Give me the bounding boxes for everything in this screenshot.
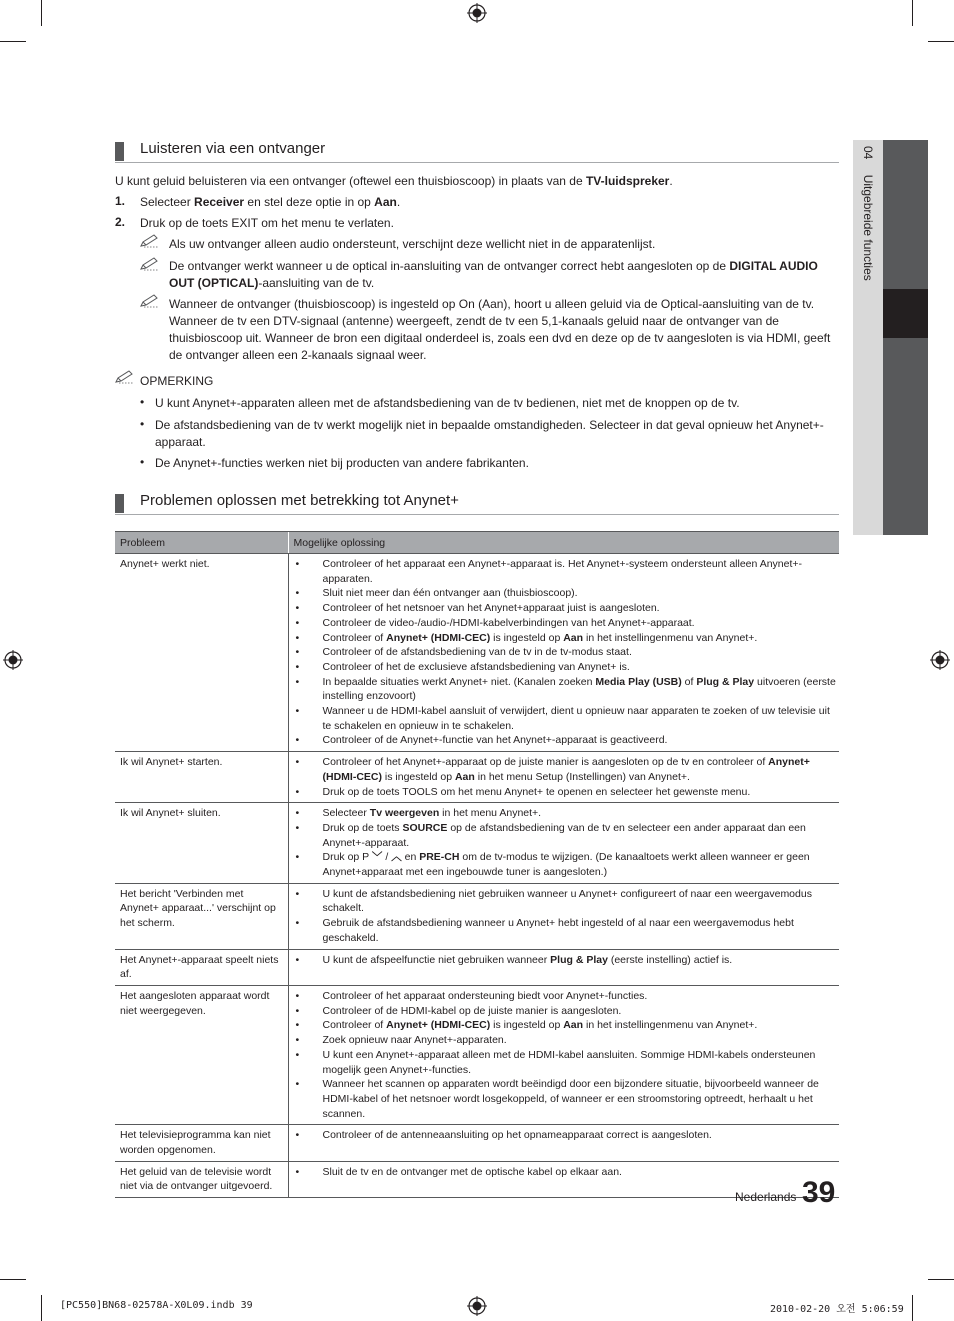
registration-mark-icon [930,650,950,670]
bold-term: SOURCE [402,821,448,834]
solution-item: • Controleer de video-/audio-/HDMI-kabelverbindingen van het Anynet+-apparaat. [318,616,840,631]
bold-term: ﹀ [371,851,383,864]
pencil-note-icon [115,370,135,384]
solution-item: • U kunt de afspeelfunctie niet gebruiken wanneer Plug & Play (eerste instelling) actief is. [318,953,840,968]
solution-item: • Controleer of het de exclusieve afstandsbediening van Anynet+ is. [318,660,840,675]
solution-list [294,755,840,799]
registration-mark-icon [467,3,487,23]
chapter-title: Uitgebreide functies [861,174,875,281]
solution-item: • Gebruik de afstandsbediening wanneer u Anynet+ hebt ingesteld of al naar een weergavemodus hebt geschakeld. [318,916,840,945]
bold-term: Aan [454,770,475,783]
bold-term: Aan [563,1019,584,1032]
section-heading-receiver [115,140,839,163]
note-heading: OPMERKING [140,374,214,388]
bold-term: ︿ [391,851,402,864]
intro-paragraph: U kunt geluid beluisteren via een ontvanger (oftewel een thuisbioscoop) in plaats van de TV-luidspreker. [115,174,673,188]
bold-term: Receiver [194,195,245,209]
page-number: 39 [802,1176,836,1209]
table-row [115,883,839,949]
section-bar [115,494,124,513]
step-number: 1. [115,194,126,208]
pencil-note-icon [140,294,160,308]
crop-mark-bottom-left-h [0,1279,26,1280]
table-row [115,554,839,752]
solution-cell [288,752,839,803]
step-number: 2. [115,215,126,229]
section-heading-troubleshooting [115,492,839,515]
solution-cell [288,1125,839,1161]
note-bullet-text: De Anynet+-functies werken niet bij producten van andere fabrikanten. [155,456,529,470]
solution-list [294,953,840,968]
step-text: Druk op de toets EXIT om het menu te verlaten. [140,216,394,230]
crop-mark-top-left-v [41,0,42,26]
solution-item: • Controleer of het Anynet+-apparaat op de juiste manier is aangesloten op de tv en controleer of Anynet+ (HDMI-CEC) is ingesteld op Aan in het menu Setup (Instellingen) van Anynet+. [318,755,840,784]
solution-item: • Controleer of Anynet+ (HDMI-CEC) is ingesteld op Aan in het instellingenmenu van Anynet+. [318,1018,840,1033]
note-text: De ontvanger werkt wanneer u de optical in-aansluiting van de ontvanger correct hebt aangesloten op de DIGITAL AUDIO OUT (OPTICAL)-aansluiting van de tv. [169,259,818,290]
solution-item: • Zoek opnieuw naar Anynet+-apparaten. [318,1033,840,1048]
problem-cell: Het aangesloten apparaat wordt niet weergegeven. [115,985,288,1124]
crop-mark-top-left-h [0,41,26,42]
solution-list [294,1128,840,1143]
problem-cell: Ik wil Anynet+ sluiten. [115,803,288,884]
slug-file-info: [PC550]BN68-02578A-X0L09.indb 39 [60,1300,253,1311]
table-header-row [115,532,839,554]
solution-list [294,989,840,1121]
solution-item: • Controleer of het netsnoer van het Anynet+apparaat juist is aangesloten. [318,601,840,616]
solution-item: • U kunt de afstandsbediening niet gebruiken wanneer u Anynet+ configureert of naar een weergavemodus schakelt. [318,887,840,916]
bold-term: Anynet+ (HDMI-CEC) [322,756,810,783]
problem-cell: Anynet+ werkt niet. [115,554,288,752]
section-bar [115,142,124,161]
chapter-number: 04 [861,146,875,160]
solution-item: • Controleer of het apparaat een Anynet+-apparaat is. Het Anynet+-systeem ondersteunt alleen Anynet+-apparaten. [318,557,840,586]
troubleshooting-table [115,531,839,1198]
note-bullet-text: De afstandsbediening van de tv werkt mogelijk niet in bepaalde omstandigheden. Selecteer in dat geval opnieuw het Anynet+-apparaat. [155,418,824,449]
problem-cell: Ik wil Anynet+ starten. [115,752,288,803]
crop-mark-top-right-h [928,41,954,42]
solution-item: • Druk op de toets SOURCE op de afstandsbediening van de tv en selecteer een ander apparaat dan een Anynet+-apparaat. [318,821,840,850]
solution-item: • Sluit niet meer dan één ontvanger aan (thuisbioscoop). [318,586,840,601]
side-tab-active-marker [883,289,928,338]
solution-cell [288,883,839,949]
solution-item: • Sluit de tv en de ontvanger met de optische kabel op elkaar aan. [318,1165,840,1180]
crop-mark-bottom-left-v [41,1295,42,1321]
bold-term: Aan [374,195,397,209]
solution-item: • Druk op de toets TOOLS om het menu Anynet+ te openen en selecteer het gewenste menu. [318,785,840,800]
column-header-problem: Probleem [115,532,288,554]
table-row [115,985,839,1124]
step-text: Selecteer Receiver en stel deze optie in op Aan. [140,195,401,209]
solution-list [294,1165,840,1180]
pencil-note-icon [140,234,160,248]
solution-item: • Wanneer het scannen op apparaten wordt beëindigd door een bijzondere situatie, bijvoorbeeld wanneer de HDMI-kabel of het netsnoer wordt losgekoppeld, of wanneer er een stroomstoring optreedt, herhaalt u het scannen. [318,1077,840,1121]
crop-mark-bottom-right-v [912,1295,913,1321]
table-row [115,752,839,803]
solution-cell [288,949,839,985]
column-header-solution: Mogelijke oplossing [288,532,839,554]
section-title: Luisteren via een ontvanger [140,140,326,157]
bold-term: Plug & Play [696,675,755,688]
solution-cell [288,985,839,1124]
solution-item: • Controleer of de HDMI-kabel op de juiste manier is aangesloten. [318,1004,840,1019]
solution-item: • Controleer of de antenneaansluiting op het opnameapparaat correct is aangesloten. [318,1128,840,1143]
solution-cell [288,803,839,884]
solution-item: • Wanneer u de HDMI-kabel aansluit of verwijdert, dient u opnieuw naar apparaten te zoeken of uw televisie uit te schakelen en opnieuw in te schakelen. [318,704,840,733]
bold-term: Plug & Play [550,953,608,966]
solution-item: • Druk op P ﹀ / ︿ en PRE-CH om de tv-modus te wijzigen. (De kanaaltoets werkt alleen wanneer er geen Anynet+apparaat met een ingebouwde tuner is aangesloten.) [318,850,840,879]
solution-item: • Controleer of het apparaat ondersteuning biedt voor Anynet+-functies. [318,989,840,1004]
solution-list [294,806,840,880]
registration-mark-icon [467,1296,487,1316]
note-text: Als uw ontvanger alleen audio ondersteunt, verschijnt deze wellicht niet in de apparatenlijst. [169,237,656,251]
solution-cell [288,554,839,752]
table-row [115,803,839,884]
solution-item: • U kunt een Anynet+-apparaat alleen met de HDMI-kabel aansluiten. Sommige HDMI-kabels ondersteunen mogelijk geen Anynet+-functies. [318,1048,840,1077]
table-row [115,1161,839,1197]
registration-mark-icon [3,650,23,670]
bullet-dot: • [140,417,145,431]
table-row [115,1125,839,1161]
bold-term: Anynet+ (HDMI-CEC) [386,631,491,644]
bold-term: Media Play (USB) [595,675,682,688]
section-title: Problemen oplossen met betrekking tot Anynet+ [140,492,459,509]
bullet-dot: • [140,395,145,409]
note-bullet-text: U kunt Anynet+-apparaten alleen met de afstandsbediening van de tv bedienen, niet met de knoppen op de tv. [155,396,740,410]
table-row [115,949,839,985]
bold-term: DIGITAL AUDIO OUT (OPTICAL) [169,259,818,290]
solution-item: • Controleer of Anynet+ (HDMI-CEC) is ingesteld op Aan in het instellingenmenu van Anynet+. [318,631,840,646]
crop-mark-top-right-v [912,0,913,26]
solution-item: • Selecteer Tv weergeven in het menu Anynet+. [318,806,840,821]
side-tab-label [861,146,875,281]
problem-cell: Het geluid van de televisie wordt niet via de ontvanger uitgevoerd. [115,1161,288,1197]
slug-timestamp: 2010-02-20 오전 5:06:59 [770,1304,904,1315]
table-body [115,554,839,1198]
crop-mark-bottom-right-h [928,1279,954,1280]
pencil-note-icon [140,257,160,271]
bold-term: TV-luidspreker [585,174,670,188]
bullet-dot: • [140,455,145,469]
bold-term: Tv weergeven [369,807,440,820]
solution-list [294,557,840,748]
note-text: Wanneer de ontvanger (thuisbioscoop) is ingesteld op On (Aan), hoort u alleen geluid via de Optical-aansluiting van de tv. Wanneer de tv een DTV-signaal (antenne) weergeeft, zendt de tv een 5,1-kanaals geluid naar de ontvanger van de thuisbioscoop uit. Wanneer de bron een digitaal onderdeel is, zoals een dvd en deze op de tv aangesloten is via HDMI, geeft de ontvanger alleen een 2-kanaals signaal weer. [169,297,831,362]
problem-cell: Het televisieprogramma kan niet worden opgenomen. [115,1125,288,1161]
solution-list [294,887,840,946]
solution-item: • In bepaalde situaties werkt Anynet+ niet. (Kanalen zoeken Media Play (USB) of Plug & Play uitvoeren (eerste instelling enzovoort) [318,675,840,704]
solution-item: • Controleer of de Anynet+-functie van het Anynet+-apparaat is geactiveerd. [318,733,840,748]
bold-term: Aan [563,631,584,644]
footer-language: Nederlands [735,1190,797,1204]
problem-cell: Het bericht 'Verbinden met Anynet+ apparaat...' verschijnt op het scherm. [115,883,288,949]
bold-term: PRE-CH [419,851,460,864]
bold-term: Anynet+ (HDMI-CEC) [386,1019,491,1032]
problem-cell: Het Anynet+-apparaat speelt niets af. [115,949,288,985]
solution-item: • Controleer of de afstandsbediening van de tv in de tv-modus staat. [318,645,840,660]
